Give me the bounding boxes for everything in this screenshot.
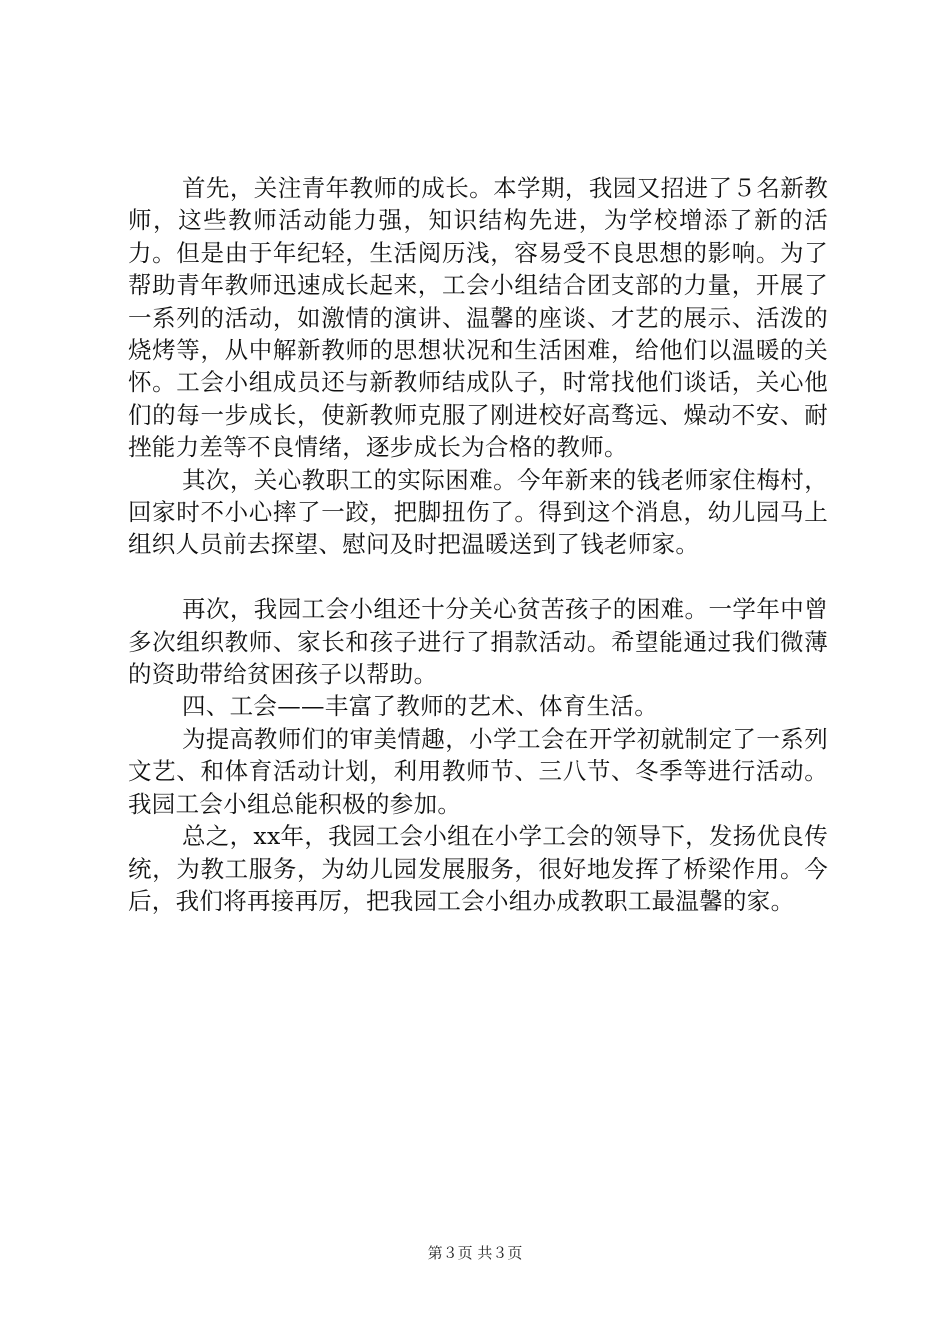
paragraph-staff-difficulties: 其次，关心教职工的实际困难。今年新来的钱老师家住梅村，回家时不小心摔了一跤，把脚扭伤了。得到这个消息，幼儿园马上组织人员前去探望、慰问及时把温暖送到了钱老师家。: [128, 465, 828, 559]
paragraph-conclusion: 总之，xx年，我园工会小组在小学工会的领导下，发扬优良传统，为教工服务，为幼儿园发展服务，很好地发挥了桥梁作用。今后，我们将再接再厉，把我园工会小组办成教职工最温馨的家。: [128, 822, 828, 915]
section-heading-union-life: 四、工会——丰富了教师的艺术、体育生活。: [182, 692, 658, 721]
page-footer: 第３页 共３页: [427, 1244, 523, 1262]
paragraph-poor-children: 再次，我园工会小组还十分关心贫苦孩子的困难。一学年中曾多次组织教师、家长和孩子进行了捐款活动。希望能通过我们微薄的资助带给贫困孩子以帮助。: [128, 595, 828, 689]
document-body: [128, 172, 828, 917]
paragraph-arts-sports: 为提高教师们的审美情趣，小学工会在开学初就制定了一系列文艺、和体育活动计划，利用教师节、三八节、冬季等进行活动。我园工会小组总能积极的参加。: [128, 724, 828, 818]
paragraph-young-teachers: 首先，关注青年教师的成长。本学期，我园又招进了５名新教师，这些教师活动能力强，知识结构先进，为学校增添了新的活力。但是由于年纪轻，生活阅历浅，容易受不良思想的影响。为了帮助青年教师迅速成长起来，工会小组结合团支部的力量，开展了一系列的活动，如激情的演讲、温馨的座谈、才艺的展示、活泼的烧烤等，从中解新教师的思想状况和生活困难，给他们以温暖的关怀。工会小组成员还与新教师结成队子，时常找他们谈话，关心他们的每一步成长，使新教师克服了刚进校好高骛远、燥动不安、耐挫能力差等不良情绪，逐步成长为合格的教师。: [128, 174, 828, 462]
paragraph-spacer: [128, 561, 828, 593]
